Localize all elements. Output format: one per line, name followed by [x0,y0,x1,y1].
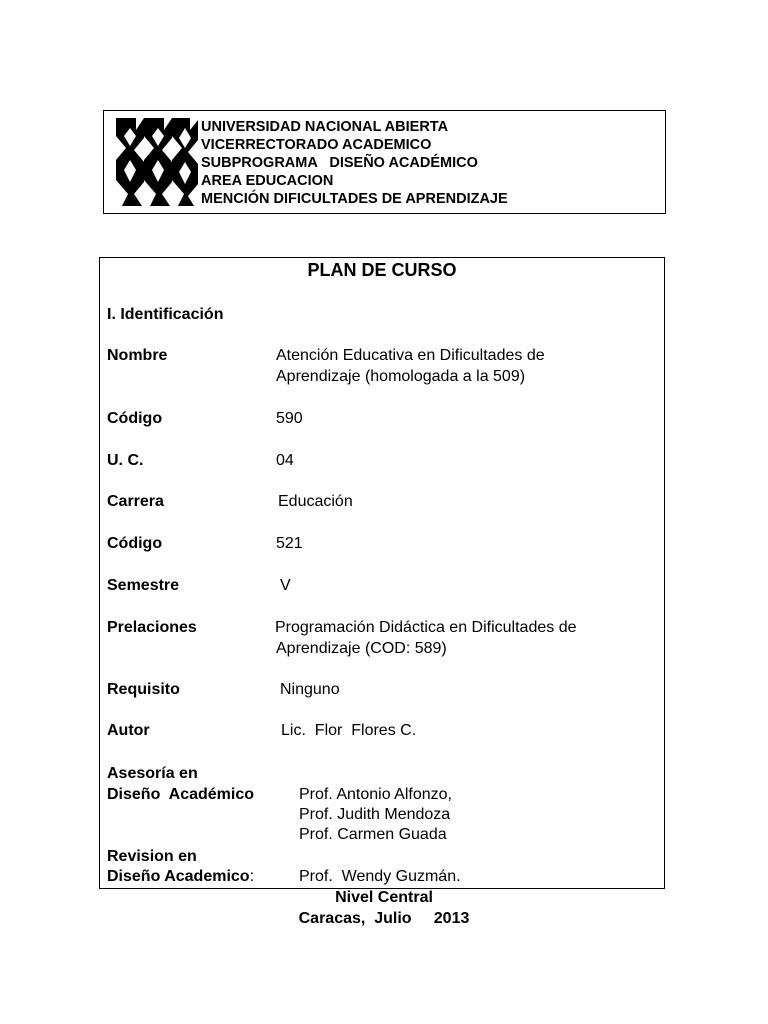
header-line-area: AREA EDUCACION [201,173,334,189]
header-lines [201,118,508,208]
label-codigo-1: Código [107,410,163,427]
section-identificacion: I. Identificación [107,306,224,323]
header-line-university: UNIVERSIDAD NACIONAL ABIERTA [201,119,449,135]
label-requisito: Requisito [107,681,180,698]
value-uc: 04 [276,452,294,469]
value-autor: Lic. Flor Flores C. [281,722,417,739]
value-nombre-line1: Atención Educativa en Dificultades de [276,347,545,364]
label-asesoria-line2: Diseño Académico [107,786,255,803]
label-uc: U. C. [107,452,144,469]
label-asesoria-line1: Asesoría en [107,765,198,782]
label-codigo-2: Código [107,535,163,552]
label-nombre: Nombre [107,347,168,364]
value-prelaciones-line2: Aprendizaje (COD: 589) [276,640,447,657]
value-nombre-line2: Aprendizaje (homologada a la 509) [276,368,526,385]
value-asesoria-3: Prof. Carmen Guada [299,826,447,843]
value-asesoria-2: Prof. Judith Mendoza [299,806,451,823]
value-revision: Prof. Wendy Guzmán. [299,868,461,885]
label-revision-line2: Diseño Academico [107,868,250,885]
value-requisito: Ninguno [280,681,340,698]
label-autor: Autor [107,722,150,739]
label-revision-line1: Revision en [107,848,197,865]
value-asesoria-1: Prof. Antonio Alfonzo, [299,786,452,803]
una-logo [114,116,200,208]
value-codigo-1: 590 [276,410,303,427]
value-codigo-2: 521 [276,535,303,552]
label-revision-colon: : [249,868,255,885]
plan-title: PLAN DE CURSO [307,260,457,280]
plan-box [99,257,665,889]
footer-place-date: Caracas, Julio 2013 [298,910,470,927]
header-line-vicerrectorado: VICERRECTORADO ACADEMICO [201,137,432,153]
label-revision-line2-wrap [107,867,254,887]
label-carrera: Carrera [107,493,164,510]
footer-nivel-central: Nivel Central [335,889,433,906]
value-semestre: V [280,577,291,594]
value-carrera: Educación [278,493,353,510]
header-line-mencion: MENCIÓN DIFICULTADES DE APRENDIZAJE [201,191,508,207]
label-prelaciones: Prelaciones [107,619,197,636]
header-box [103,110,666,214]
value-prelaciones-line1: Programación Didáctica en Dificultades de [275,619,577,636]
label-semestre: Semestre [107,577,180,594]
header-line-subprograma: SUBPROGRAMA DISEÑO ACADÉMICO [201,155,478,171]
